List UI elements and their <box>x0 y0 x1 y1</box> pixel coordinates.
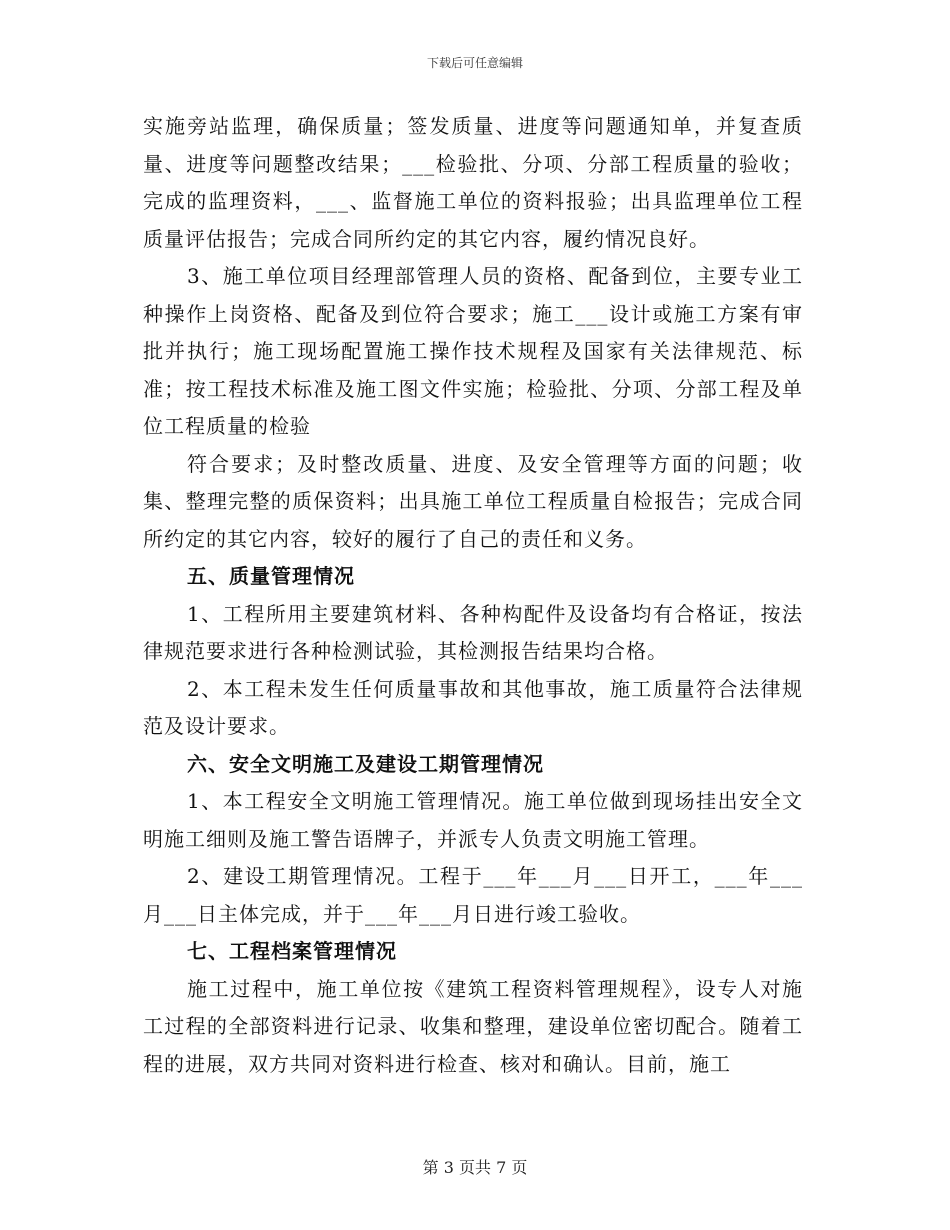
paragraph-contractor-compliance: 符合要求；及时整改质量、进度、及安全管理等方面的问题；收集、整理完整的质保资料；出具施工单位工程质量自检报告；完成合同所约定的其它内容，较好的履行了自己的责任和义务。 <box>143 451 803 551</box>
paragraph-no-accidents: 2、本工程未发生任何质量事故和其他事故，施工质量符合法律规范及设计要求。 <box>143 676 803 738</box>
paragraph-schedule-management: 2、建设工期管理情况。工程于___年___月___日开工，___年___月___日主体完成，并于___年___月日进行竣工验收。 <box>143 864 803 926</box>
page-number: 第 3 页共 7 页 <box>422 1158 528 1177</box>
heading-safety-schedule: 六、安全文明施工及建设工期管理情况 <box>187 751 544 776</box>
paragraph-safety-management: 1、本工程安全文明施工管理情况。施工单位做到现场挂出安全文明施工细则及施工警告语牌子，并派专人负责文明施工管理。 <box>143 789 803 851</box>
document-body <box>143 108 803 1083</box>
heading-quality-management: 五、质量管理情况 <box>187 564 355 588</box>
paragraph-materials-certification: 1、工程所用主要建筑材料、各种构配件及设备均有合格证，按法律规范要求进行各种检测试验，其检测报告结果均合格。 <box>143 601 803 663</box>
page-header-note: 下载后可任意编辑 <box>426 56 523 70</box>
heading-archive-management: 七、工程档案管理情况 <box>187 939 397 963</box>
paragraph-supervision-duties: 实施旁站监理，确保质量；签发质量、进度等问题通知单，并复查质量、进度等问题整改结果；___检验批、分项、分部工程质量的验收；完成的监理资料，___、监督施工单位的资料报验；出具监理单位工程质量评估报告；完成合同所约定的其它内容，履约情况良好。 <box>143 114 803 251</box>
paragraph-archive-process: 施工过程中，施工单位按《建筑工程资料管理规程》，设专人对施工过程的全部资料进行记录、收集和整理，建设单位密切配合。随着工程的进展，双方共同对资料进行检查、核对和确认。目前，施工 <box>143 976 803 1076</box>
paragraph-contractor-management: 3、施工单位项目经理部管理人员的资格、配备到位，主要专业工种操作上岗资格、配备及到位符合要求；施工___设计或施工方案有审批并执行；施工现场配置施工操作技术规程及国家有关法律规范、标准；按工程技术标准及施工图文件实施；检验批、分项、分部工程及单位工程质量的检验 <box>143 264 803 438</box>
